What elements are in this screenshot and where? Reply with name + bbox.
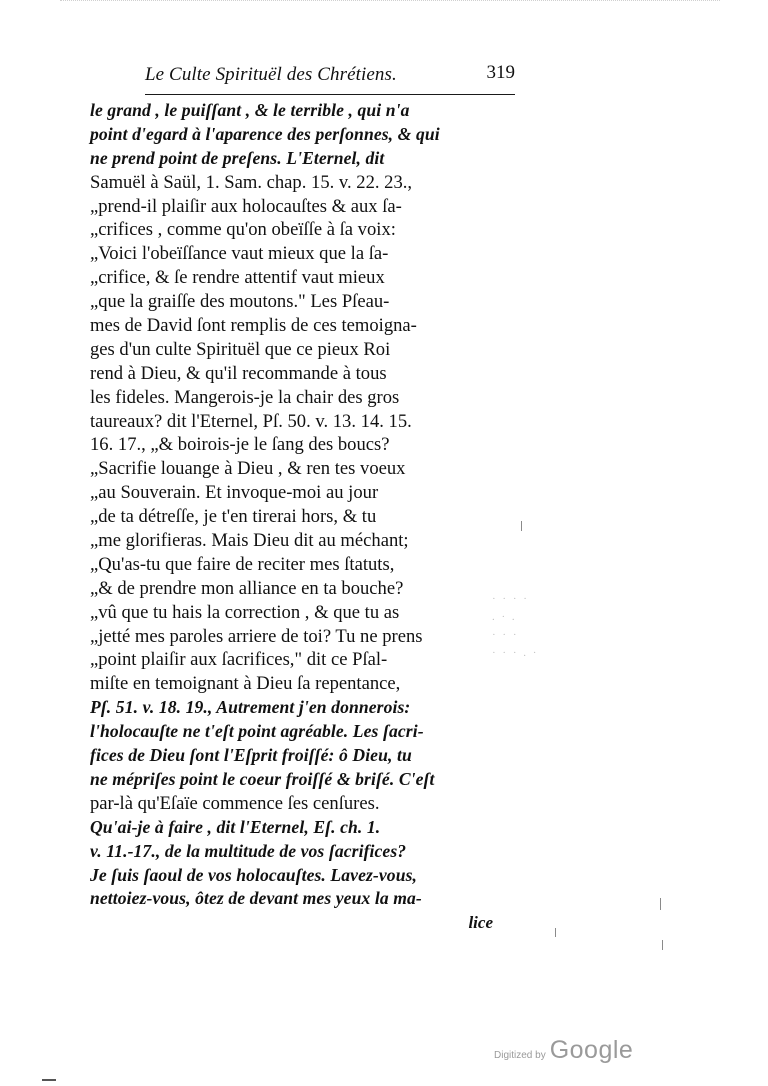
text-line: Qu'ai-je à faire , dit l'Eternel, Eſ. ch. 1.	[90, 816, 381, 837]
margin-mark: · · · ·	[492, 593, 529, 605]
margin-mark: · · ·	[492, 629, 519, 641]
text-line: rend à Dieu, & qu'il recommande à tous	[90, 362, 387, 384]
text-line: Pſ. 51. v. 18. 19., Autrement j'en donnerois:	[90, 697, 411, 718]
margin-show-through	[492, 590, 562, 680]
watermark-prefix: Digitized by	[494, 1050, 546, 1061]
text-line: le grand , le puiſſant , & le terrible , qui n'a	[90, 100, 410, 120]
page-number: 319	[486, 62, 515, 83]
text-line: v. 11.-17., de la multitude de vos ſacrifices?	[90, 840, 407, 861]
text-line: „point plaiſir aux ſacrifices," dit ce Pſal-	[90, 649, 388, 671]
google-logo: Google	[549, 1036, 634, 1064]
text-line: „au Souverain. Et invoque-moi au jour	[90, 482, 379, 504]
margin-mark: · · · . ·	[492, 647, 539, 659]
text-line: Je ſuis ſaoul de vos holocauſtes. Lavez-vous,	[90, 864, 418, 885]
scan-speck	[555, 928, 556, 937]
margin-mark: . · .	[492, 611, 517, 623]
running-header	[145, 62, 515, 95]
text-line: „de ta détreſſe, je t'en tirerai hors, & tu	[90, 506, 377, 528]
text-line: ne mépriſes point le coeur froiſſé & briſé. C'eſt	[90, 768, 435, 789]
text-line: mes de David ſont remplis de ces temoigna-	[90, 315, 417, 337]
top-edge-marks	[60, 0, 720, 5]
text-line: „Voici l'obeïſſance vaut mieux que la ſa-	[90, 243, 389, 265]
scan-speck	[660, 898, 661, 910]
text-line: par-là qu'Eſaïe commence ſes cenſures.	[90, 792, 380, 814]
running-title: Le Culte Spirituël des Chrétiens.	[145, 64, 397, 85]
text-line: ges d'un culte Spirituël que ce pieux Roi	[90, 338, 391, 360]
text-line: „Qu'as-tu que faire de reciter mes ſtatuts,	[90, 553, 395, 575]
text-line: „crifices , comme qu'on obeïſſe à ſa voix:	[90, 219, 396, 241]
text-line: ne prend point de preſens. L'Eternel, dit	[90, 147, 385, 168]
scan-speck	[662, 940, 663, 950]
text-line: „prend-il plaiſir aux holocauſtes & aux ſa-	[90, 195, 402, 217]
scan-speck	[521, 521, 522, 531]
text-line: 16. 17., „& boirois-je le ſang des boucs?	[90, 434, 390, 456]
text-line: taureaux? dit l'Eternel, Pſ. 50. v. 13. 14. 15.	[90, 410, 412, 432]
text-line: „vû que tu hais la correction , & que tu as	[90, 601, 400, 623]
digitization-watermark	[494, 1036, 644, 1070]
body-text	[90, 99, 505, 935]
text-line: les fideles. Mangerois-je la chair des gros	[90, 386, 400, 408]
catchword: lice	[468, 913, 493, 933]
text-line: fices de Dieu ſont l'Eſprit froiſſé: ô Dieu, tu	[90, 745, 412, 766]
text-line: „que la graiſſe des moutons." Les Pſeau-	[90, 291, 390, 313]
text-line: point d'egard à l'aparence des perſonnes, & qui	[90, 123, 440, 144]
scan-speck	[42, 1079, 56, 1081]
text-line: „& de prendre mon alliance en ta bouche?	[90, 577, 404, 599]
text-line: „me glorifieras. Mais Dieu dit au méchant;	[90, 530, 409, 552]
text-line: nettoiez-vous, ôtez de devant mes yeux la ma-	[90, 888, 422, 909]
text-line: „crifice, & ſe rendre attentif vaut mieux	[90, 267, 385, 289]
text-line: l'holocauſte ne t'eſt point agréable. Les ſacri-	[90, 721, 424, 742]
text-line: „jetté mes paroles arriere de toi? Tu ne prens	[90, 625, 423, 647]
text-line: miſte en temoignant à Dieu ſa repentance,	[90, 673, 401, 695]
text-line: Samuël à Saül, 1. Sam. chap. 15. v. 22. 23.,	[90, 171, 413, 193]
text-line: „Sacrifie louange à Dieu , & ren tes voeux	[90, 458, 406, 480]
